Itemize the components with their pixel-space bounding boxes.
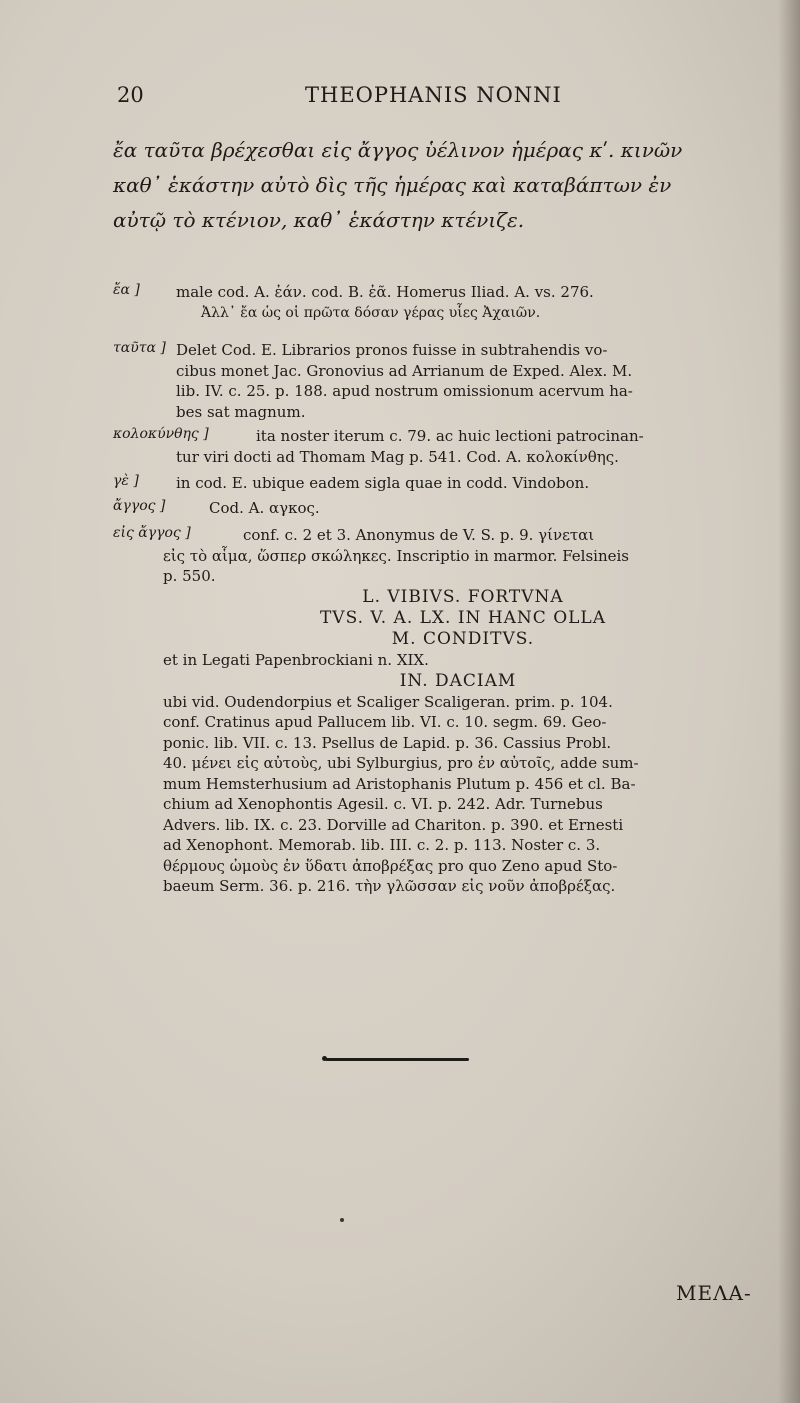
- closing-line: chium ad Xenophontis Agesil. c. VI. p. 242. Adr. Turnebus: [163, 795, 603, 813]
- note: [113, 473, 773, 498]
- closing-line: baeum Serm. 36. p. 216. τὴν γλῶσσαν εἰς νοῦν ἀποβρέξας.: [163, 877, 616, 895]
- note-line: Delet Cod. E. Librarios pronos fuisse in subtrahendis vo-: [176, 341, 608, 359]
- note-line: cibus monet Jac. Gronovius ad Arrianum de Exped. Alex. M.: [176, 361, 633, 380]
- note-line: p. 550.: [163, 567, 216, 585]
- note-line: male cod. A. ἐάν. cod. B. ἐᾶ. Homerus Iliad. A. vs. 276.: [176, 283, 594, 301]
- closing-line: conf. Cratinus apud Pallucem lib. VI. c. 10. segm. 69. Geo-: [163, 713, 607, 731]
- main-text: [113, 133, 773, 238]
- page-edge-shadow: [778, 0, 800, 1403]
- note-lemma: ταῦτα ]: [113, 340, 166, 356]
- inscription-line: TVS. V. A. LX. IN HANC OLLA: [319, 608, 607, 628]
- main-text-line: καθ᾽ ἑκάστην αὐτὸ δὶς τῆς ἡμέρας καὶ καταβάπτων ἐν: [113, 173, 672, 197]
- ink-spot: [340, 1218, 344, 1222]
- note-lemma: κολοκύνθης ]: [113, 426, 209, 442]
- inscription-line: M. CONDITVS.: [391, 629, 535, 649]
- note-line: Ἀλλ᾽ ἔα ὡς οἱ πρῶτα δόσαν γέρας υἷες Ἀχαιῶν.: [201, 304, 541, 321]
- closing-line: ad Xenophont. Memorab. lib. III. c. 2. p. 113. Noster c. 3.: [163, 836, 601, 854]
- closing-line: 40. μένει εἰς αὐτοὺς, ubi Sylburgius, pro ἐν αὐτοῖς, adde sum-: [163, 754, 639, 772]
- note-lemma: ἔα ]: [113, 282, 140, 298]
- note-line: εἰς τὸ αἷμα, ὥσπερ σκώληκες. Inscriptio in marmor. Felsineis: [163, 546, 629, 565]
- note: [113, 498, 773, 525]
- closing-line: Advers. lib. IX. c. 23. Dorville ad Chariton. p. 390. et Ernesti: [163, 815, 624, 834]
- running-head: [117, 83, 587, 113]
- closing-line: ubi vid. Oudendorpius et Scaliger Scaligeran. prim. p. 104.: [163, 692, 613, 711]
- catchword: ΜΕΛΑ-: [676, 1281, 752, 1305]
- legati-line: et in Legati Papenbrockiani n. XIX.: [163, 651, 429, 669]
- critical-notes: [113, 282, 773, 897]
- note-lemma: ἄγγος ]: [113, 498, 166, 514]
- note-line: lib. IV. c. 25. p. 188. apud nostrum omissionum acervum ha-: [176, 382, 633, 400]
- ornament-rule: [325, 1058, 469, 1061]
- running-title: THEOPHANIS NONNI: [305, 83, 562, 107]
- note-line: bes sat magnum.: [176, 402, 306, 421]
- note-lemma: γὲ ]: [113, 473, 139, 489]
- note-line: conf. c. 2 et 3. Anonymus de V. S. p. 9. γίνεται: [243, 526, 595, 544]
- note-line: tur viri docti ad Thomam Mag p. 541. Cod. A. κολοκίνθης.: [176, 447, 619, 466]
- note-lemma: εἰς ἄγγος ]: [113, 525, 191, 541]
- note: [113, 340, 773, 426]
- note: [113, 282, 773, 340]
- inscription: [113, 587, 773, 650]
- inscription-line: L. VIBIVS. FORTVNA: [362, 587, 564, 607]
- note: [113, 525, 773, 587]
- note-line: in cod. E. ubique eadem sigla quae in codd. Vindobon.: [176, 474, 590, 492]
- note-line: Cod. A. αγκος.: [209, 499, 320, 517]
- note-line: ita noster iterum c. 79. ac huic lectioni patrocinan-: [256, 427, 644, 445]
- closing-line: ponic. lib. VII. c. 13. Psellus de Lapid. p. 36. Cassius Probl.: [163, 733, 612, 752]
- main-text-line: ἔα ταῦτα βρέχεσθαι εἰς ἄγγος ὑέλινον ἡμέρας κʹ. κινῶν: [113, 138, 683, 162]
- closing-line: mum Hemsterhusium ad Aristophanis Plutum p. 456 et cl. Ba-: [163, 774, 636, 793]
- page-number: 20: [117, 83, 144, 107]
- daciam-heading: IN. DACIAM: [399, 670, 517, 691]
- note: [113, 426, 773, 473]
- closing-block: [113, 692, 773, 897]
- closing-line: θέρμους ὠμοὺς ἐν ὕδατι ἀποβρέξας pro quo Zeno apud Sto-: [163, 856, 618, 875]
- main-text-line: αὐτῷ τὸ κτένιον, καθ᾽ ἑκάστην κτένιζε.: [113, 208, 525, 232]
